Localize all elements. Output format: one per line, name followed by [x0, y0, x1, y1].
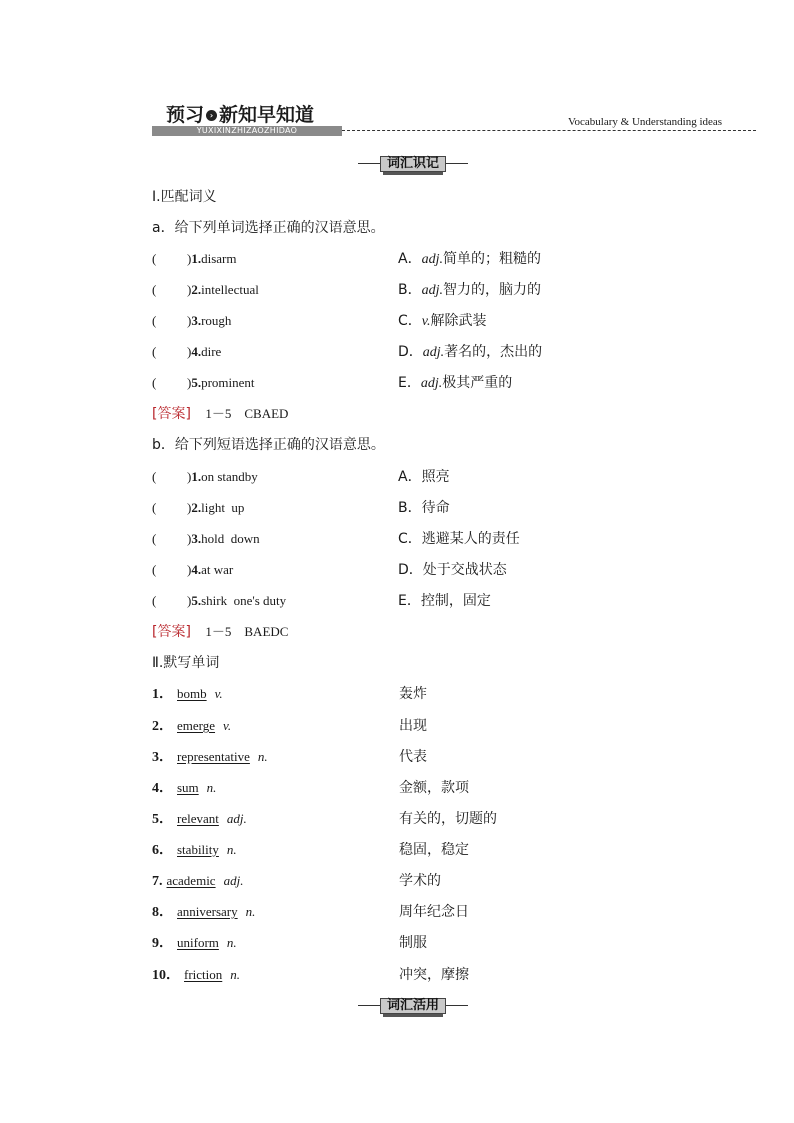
answer-word: relevant	[177, 811, 219, 826]
item-close-paren: )	[187, 562, 192, 577]
answer-word: uniform	[177, 935, 219, 950]
answer-word: sum	[177, 780, 199, 795]
meaning-text: 简单的；粗糙的	[442, 251, 541, 267]
meaning-text: 著名的，杰出的	[444, 344, 543, 360]
dictation-meaning: 周年纪念日	[399, 904, 469, 920]
matching-meaning	[398, 530, 520, 548]
option-letter: D．	[398, 562, 423, 578]
paren-open: (	[152, 282, 157, 297]
matching-meaning	[398, 312, 486, 331]
paren-open: (	[152, 469, 157, 484]
item-number: 4.	[191, 562, 202, 577]
section-title: 词汇活用	[380, 998, 446, 1014]
option-letter: E．	[398, 593, 421, 609]
meaning-text: 解除武装	[430, 313, 487, 329]
matching-phrase-item	[187, 592, 286, 610]
part-of-speech: adj.	[422, 345, 445, 360]
dictation-item	[152, 779, 216, 798]
matching-meaning	[398, 250, 541, 269]
answer-word: emerge	[177, 718, 216, 733]
matching-word-item	[187, 250, 236, 268]
dictation-item	[152, 966, 240, 985]
item-number: 10．	[152, 968, 180, 983]
item-number: 4.	[191, 344, 202, 359]
answer-value: 1－5 BAEDC	[205, 624, 289, 639]
matching-phrase-item	[187, 468, 258, 486]
answer-label: [答案]	[152, 406, 191, 422]
meaning-text: 逃避某人的责任	[421, 531, 520, 547]
chevron-right-icon: ›	[206, 110, 217, 121]
matching-phrase-item	[187, 499, 244, 517]
dictation-meaning: 有关的，切题的	[399, 811, 497, 827]
meaning-text: 处于交战状态	[422, 562, 507, 578]
part-of-speech: n.	[226, 935, 237, 950]
paren-open: (	[152, 562, 157, 577]
section-title: 词汇识记	[380, 156, 446, 172]
paren-open: (	[152, 593, 157, 608]
header-subtitle: Vocabulary & Understanding ideas	[568, 116, 723, 128]
answer-word: friction	[184, 967, 223, 982]
item-close-paren: )	[187, 313, 192, 328]
item-number: 1．	[152, 687, 173, 702]
item-word: prominent	[201, 375, 255, 390]
answer-label: [答案]	[152, 624, 191, 640]
item-word: disarm	[201, 251, 237, 266]
dictation-item	[152, 872, 243, 891]
paren-open: (	[152, 344, 157, 359]
header-title-preview: 预习	[166, 104, 205, 126]
paren-open: (	[152, 375, 157, 390]
part1-b-instruction: b．给下列短语选择正确的汉语意思。	[152, 437, 385, 453]
answer-word: stability	[177, 842, 219, 857]
part-of-speech: n.	[257, 749, 268, 764]
item-number: 5.	[191, 375, 202, 390]
matching-meaning	[398, 374, 512, 393]
answer-value: 1－5 CBAED	[205, 406, 289, 421]
part2-heading: Ⅱ.默写单词	[152, 655, 220, 671]
dictation-meaning: 轰炸	[399, 686, 427, 702]
item-close-paren: )	[187, 282, 192, 297]
item-number: 9．	[152, 936, 173, 951]
meaning-text: 智力的，脑力的	[443, 282, 541, 298]
item-word: intellectual	[201, 282, 259, 297]
answer-word: anniversary	[177, 904, 238, 919]
matching-meaning	[398, 468, 450, 486]
item-number: 7.	[152, 874, 163, 889]
meaning-text: 照亮	[421, 469, 450, 485]
header-divider	[342, 130, 756, 131]
meaning-text: 控制，固定	[420, 593, 491, 609]
item-number: 1.	[191, 469, 202, 484]
header-title	[166, 100, 314, 127]
item-phrase: on standby	[201, 469, 258, 484]
option-letter: E．	[398, 375, 421, 391]
paren-open: (	[152, 531, 157, 546]
matching-word-item	[187, 312, 231, 330]
part-of-speech: adj.	[226, 811, 247, 826]
dictation-meaning: 学术的	[399, 873, 441, 889]
part-of-speech: adj.	[420, 376, 443, 391]
section-banner-vocab-memory	[358, 156, 468, 172]
item-phrase: shirk one's duty	[201, 593, 287, 608]
matching-meaning	[398, 592, 491, 610]
part1-a-instruction: a．给下列单词选择正确的汉语意思。	[152, 220, 385, 236]
matching-word-item	[187, 281, 259, 299]
item-close-paren: )	[187, 251, 192, 266]
item-phrase: at war	[201, 562, 234, 577]
item-close-paren: )	[187, 469, 192, 484]
part-of-speech: v.	[214, 686, 223, 701]
header-title-sub: 新知早知道	[219, 104, 315, 126]
part-of-speech: adj.	[223, 873, 244, 888]
item-number: 2．	[152, 719, 173, 734]
dictation-item	[152, 810, 247, 829]
item-number: 4．	[152, 781, 173, 796]
part-of-speech: v.	[421, 314, 431, 329]
header-pinyin: YUXIXINZHIZAOZHIDAO	[152, 126, 342, 136]
option-letter: B．	[398, 500, 422, 516]
part1-heading: Ⅰ.匹配词义	[152, 189, 217, 205]
option-letter: C．	[398, 313, 422, 329]
item-close-paren: )	[187, 344, 192, 359]
item-number: 6．	[152, 843, 173, 858]
meaning-text: 待命	[421, 500, 450, 516]
option-letter: D．	[398, 344, 423, 360]
part-of-speech: n.	[230, 967, 241, 982]
item-number: 5.	[191, 593, 202, 608]
item-number: 5．	[152, 812, 173, 827]
matching-meaning	[398, 343, 542, 362]
item-close-paren: )	[187, 500, 192, 515]
answer-b	[152, 623, 288, 641]
paren-open: (	[152, 500, 157, 515]
item-close-paren: )	[187, 593, 192, 608]
part-of-speech: n.	[226, 842, 237, 857]
answer-a	[152, 405, 288, 423]
item-word: dire	[201, 344, 222, 359]
part-of-speech: v.	[223, 718, 232, 733]
item-number: 2.	[191, 282, 202, 297]
dictation-item	[152, 748, 268, 767]
item-word: rough	[201, 313, 232, 328]
part-of-speech: n.	[206, 780, 217, 795]
item-number: 3.	[191, 531, 202, 546]
dictation-item	[152, 903, 255, 922]
option-letter: B．	[398, 282, 422, 298]
part-of-speech: n.	[245, 904, 256, 919]
dictation-item	[152, 841, 237, 860]
matching-meaning	[398, 281, 541, 300]
item-number: 1.	[191, 251, 202, 266]
answer-word: academic	[166, 873, 216, 888]
matching-meaning	[398, 499, 450, 517]
item-number: 8．	[152, 905, 173, 920]
dictation-item	[152, 934, 237, 953]
paren-open: (	[152, 251, 157, 266]
item-number: 3．	[152, 750, 173, 765]
matching-phrase-item	[187, 530, 260, 548]
option-letter: A．	[398, 469, 422, 485]
item-number: 3.	[191, 313, 202, 328]
part-of-speech: adj.	[421, 283, 443, 298]
matching-phrase-item	[187, 561, 233, 579]
matching-word-item	[187, 374, 255, 392]
part-of-speech: adj.	[421, 252, 443, 267]
dictation-meaning: 出现	[399, 718, 427, 734]
dictation-item	[152, 685, 223, 704]
item-phrase: light up	[201, 500, 245, 515]
dictation-item	[152, 717, 231, 736]
option-letter: C．	[398, 531, 422, 547]
paren-open: (	[152, 313, 157, 328]
answer-word: bomb	[177, 686, 207, 701]
matching-meaning	[398, 561, 507, 579]
item-close-paren: )	[187, 375, 192, 390]
dictation-meaning: 制服	[399, 935, 427, 951]
item-number: 2.	[191, 500, 202, 515]
matching-word-item	[187, 343, 221, 361]
dictation-meaning: 冲突，摩擦	[399, 967, 469, 983]
dictation-meaning: 金额，款项	[399, 780, 469, 796]
meaning-text: 极其严重的	[442, 375, 513, 391]
section-banner-vocab-usage	[358, 998, 468, 1014]
option-letter: A．	[398, 251, 422, 267]
item-phrase: hold down	[201, 531, 260, 546]
dictation-meaning: 代表	[399, 749, 427, 765]
answer-word: representative	[177, 749, 250, 764]
item-close-paren: )	[187, 531, 192, 546]
dictation-meaning: 稳固，稳定	[399, 842, 469, 858]
